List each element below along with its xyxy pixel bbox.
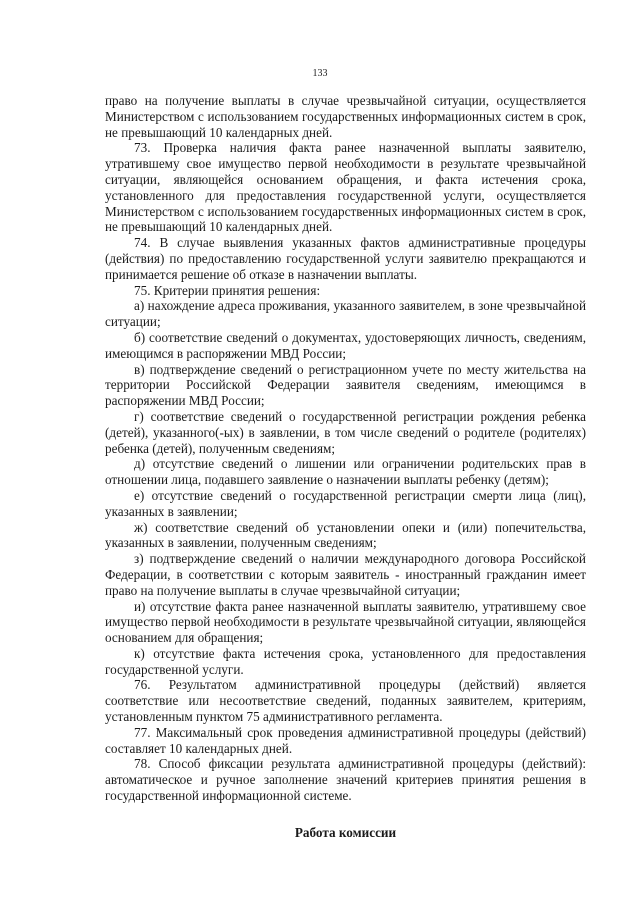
criterion-z: з) подтверждение сведений о наличии международного договора Российской Федерации, в соответствии с которым заявитель - иностранный гражданин имеет право на получение выплаты в случае чрезвычайной ситуации;	[105, 551, 586, 598]
criterion-k: к) отсутствие факта истечения срока, установленного для предоставления государственной услуги.	[105, 645, 586, 677]
paragraph-continuation: право на получение выплаты в случае чрезвычайной ситуации, осуществляется Министерством с использованием государственных информационных систем в срок, не превышающий 10 календарных дней.	[105, 93, 586, 140]
paragraph-78: 78. Способ фиксации результата административной процедуры (действий): автоматическое и ручное заполнение значений критериев принятия решения в государственной информационной системе.	[105, 756, 586, 804]
criterion-a: а) нахождение адреса проживания, указанного заявителем, в зоне чрезвычайной ситуации;	[105, 298, 586, 330]
page-number: 133	[312, 68, 328, 79]
criterion-g: г) соответствие сведений о государственной регистрации рождения ребенка (детей), указанного(-ых) в заявлении, в том числе сведений о родителе (родителях) ребенка (детей), полученным сведениям;	[105, 408, 586, 456]
paragraph-76: 76. Результатом административной процедуры (действий) является соответствие или несоответствие сведений, поданных заявителем, критериям, установленным пунктом 75 административного регламента.	[105, 677, 586, 725]
paragraph-77: 77. Максимальный срок проведения административной процедуры (действий) составляет 10 календарных дней.	[105, 724, 586, 756]
paragraph-74: 74. В случае выявления указанных фактов административные процедуры (действия) по предоставлению государственной услуги заявителю прекращаются и принимается решение об отказе в назначении выплаты.	[105, 235, 586, 282]
paragraph-75: 75. Критерии принятия решения:	[134, 282, 321, 298]
criterion-i: и) отсутствие факта ранее назначенной выплаты заявителю, утратившему свое имущество первой необходимости в результате чрезвычайной ситуации, являющейся основанием для обращения;	[105, 598, 586, 646]
criterion-b: б) соответствие сведений о документах, удостоверяющих личность, сведениям, имеющимся в распоряжении МВД России;	[105, 329, 586, 361]
criterion-d: д) отсутствие сведений о лишении или ограничении родительских прав в отношении лица, подавшего заявление о назначении выплаты ребенку (детям);	[105, 456, 586, 488]
paragraph-73: 73. Проверка наличия факта ранее назначенной выплаты заявителю, утратившему свое имущество первой необходимости в результате чрезвычайной ситуации, являющейся основанием обращения, и факта истечения срока, установленного для предоставления государственной услуги, осуществляется Министерством с использованием государственных информационных систем в срок, не превышающий 10 календарных дней.	[105, 140, 586, 235]
document-body	[105, 93, 586, 841]
criterion-e: е) отсутствие сведений о государственной регистрации смерти лица (лиц), указанных в заявлении;	[105, 487, 586, 519]
criterion-v: в) подтверждение сведений о регистрационном учете по месту жительства на территории Российской Федерации заявителя сведениям, имеющимся в распоряжении МВД России;	[105, 361, 586, 409]
criterion-zh: ж) соответствие сведений об установлении опеки и (или) попечительства, указанных в заявлении, полученным сведениям;	[105, 519, 586, 551]
section-heading: Работа комиссии	[294, 824, 397, 840]
